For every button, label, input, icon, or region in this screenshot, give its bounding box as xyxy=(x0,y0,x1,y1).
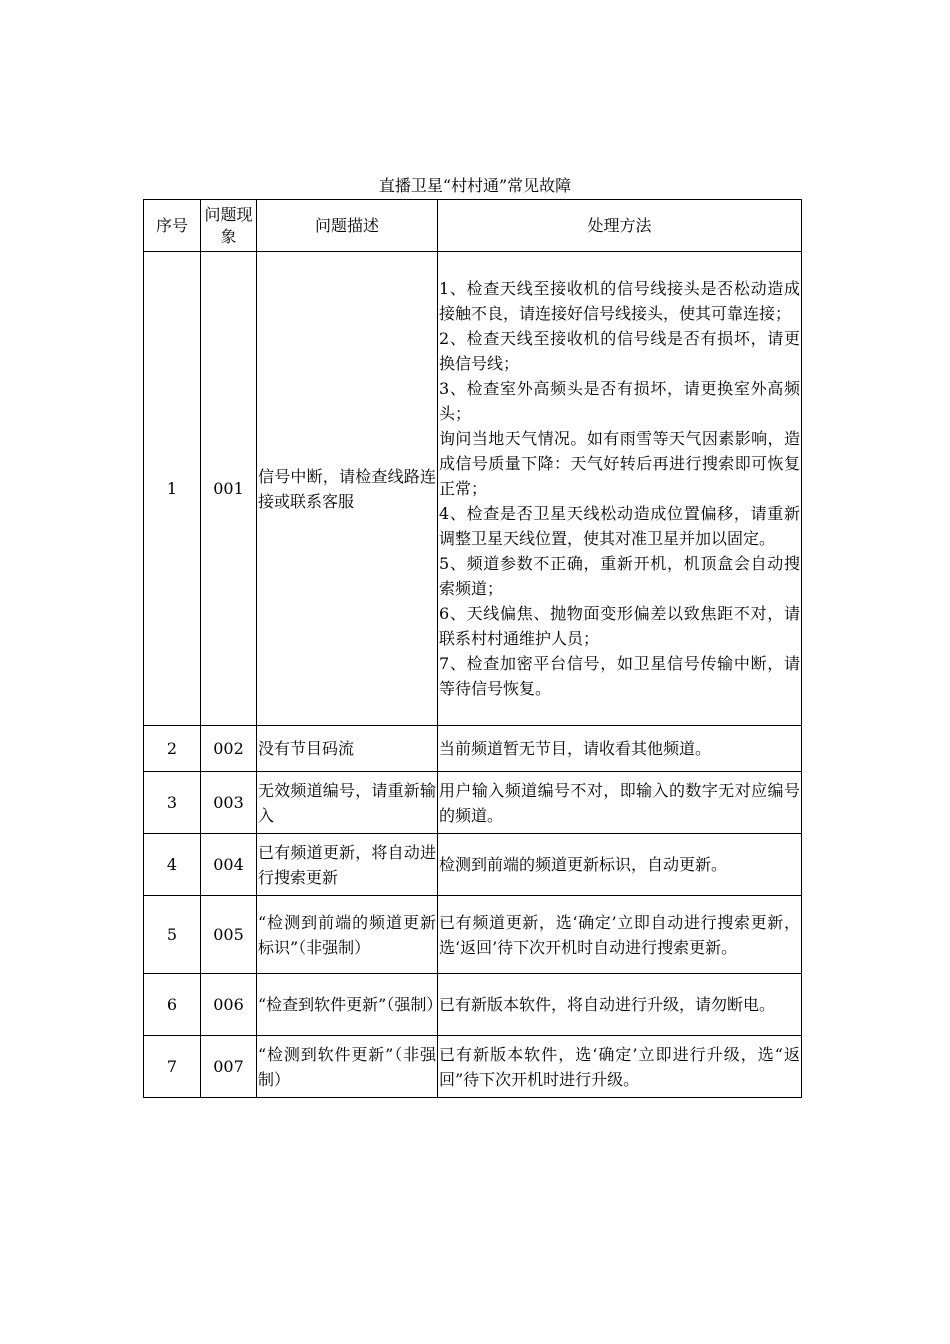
row-method xyxy=(438,896,802,974)
header-symptom: 问题现象 xyxy=(201,200,257,252)
method-line: 7、检查加密平台信号，如卫星信号传输中断，请等待信号恢复。 xyxy=(439,654,800,698)
row-code: 004 xyxy=(201,834,257,896)
table-body xyxy=(144,252,802,1098)
row-code: 007 xyxy=(201,1036,257,1098)
table-row xyxy=(144,834,802,896)
method-line: 4、检查是否卫星天线松动造成位置偏移，请重新调整卫星天线位置，使其对准卫星并加以固定。 xyxy=(439,504,800,548)
header-method: 处理方法 xyxy=(438,200,802,252)
page-title: 直播卫星“村村通”常见故障 xyxy=(378,176,572,195)
table-row xyxy=(144,896,802,974)
method-line: 检测到前端的频道更新标识，自动更新。 xyxy=(439,855,728,874)
row-method xyxy=(438,1036,802,1098)
row-description: 已有频道更新，将自动进行搜索更新 xyxy=(257,834,438,896)
method-line: 2、检查天线至接收机的信号线是否有损坏，请更换信号线； xyxy=(439,329,800,373)
row-seq: 6 xyxy=(144,974,201,1036)
row-method xyxy=(438,974,802,1036)
table-row xyxy=(144,772,802,834)
row-method xyxy=(438,726,802,772)
row-method xyxy=(438,772,802,834)
method-line: 3、检查室外高频头是否有损坏，请更换室外高频头； xyxy=(439,379,800,423)
table-header-row xyxy=(144,200,802,252)
method-line: 6、天线偏焦、抛物面变形偏差以致焦距不对，请联系村村通维护人员； xyxy=(439,604,800,648)
row-description: “检测到前端的频道更新标识”（非强制） xyxy=(257,896,438,974)
row-description: “检测到软件更新”（非强制） xyxy=(257,1036,438,1098)
row-seq: 2 xyxy=(144,726,201,772)
method-line: 1、检查天线至接收机的信号线接头是否松动造成接触不良，请连接好信号线接头，使其可靠连接； xyxy=(439,279,800,323)
method-line: 已有新版本软件，选‘确定’立即进行升级，选“返回”待下次开机时进行升级。 xyxy=(439,1044,800,1089)
row-method xyxy=(438,252,802,726)
row-description: 信号中断，请检查线路连接或联系客服 xyxy=(257,252,438,726)
row-seq: 5 xyxy=(144,896,201,974)
header-seq: 序号 xyxy=(144,200,201,252)
row-seq: 7 xyxy=(144,1036,201,1098)
row-code: 005 xyxy=(201,896,257,974)
fault-table xyxy=(143,199,802,1098)
row-seq: 4 xyxy=(144,834,201,896)
row-description: 没有节目码流 xyxy=(257,726,438,772)
row-description: 无效频道编号，请重新输入 xyxy=(257,772,438,834)
row-seq: 1 xyxy=(144,252,201,726)
row-code: 002 xyxy=(201,726,257,772)
table-row xyxy=(144,974,802,1036)
method-line: 已有频道更新，选‘确定’立即自动进行搜索更新，选‘返回’待下次开机时自动进行搜索更新。 xyxy=(439,912,800,957)
method-line: 已有新版本软件，将自动进行升级，请勿断电。 xyxy=(439,995,776,1014)
row-seq: 3 xyxy=(144,772,201,834)
table-row xyxy=(144,726,802,772)
method-line: 5、频道参数不正确，重新开机，机顶盒会自动搜索频道； xyxy=(439,554,800,598)
table-row xyxy=(144,252,802,726)
row-code: 006 xyxy=(201,974,257,1036)
method-line: 当前频道暂无节目，请收看其他频道。 xyxy=(439,739,712,758)
row-code: 001 xyxy=(201,252,257,726)
row-code: 003 xyxy=(201,772,257,834)
method-line: 询问当地天气情况。如有雨雪等天气因素影响，造成信号质量下降：天气好转后再进行搜索即可恢复正常； xyxy=(439,429,800,498)
table-row xyxy=(144,1036,802,1098)
method-line: 用户输入频道编号不对，即输入的数字无对应编号的频道。 xyxy=(439,780,800,825)
row-method xyxy=(438,834,802,896)
header-description: 问题描述 xyxy=(257,200,438,252)
row-description: “检查到软件更新”（强制） xyxy=(257,974,438,1036)
